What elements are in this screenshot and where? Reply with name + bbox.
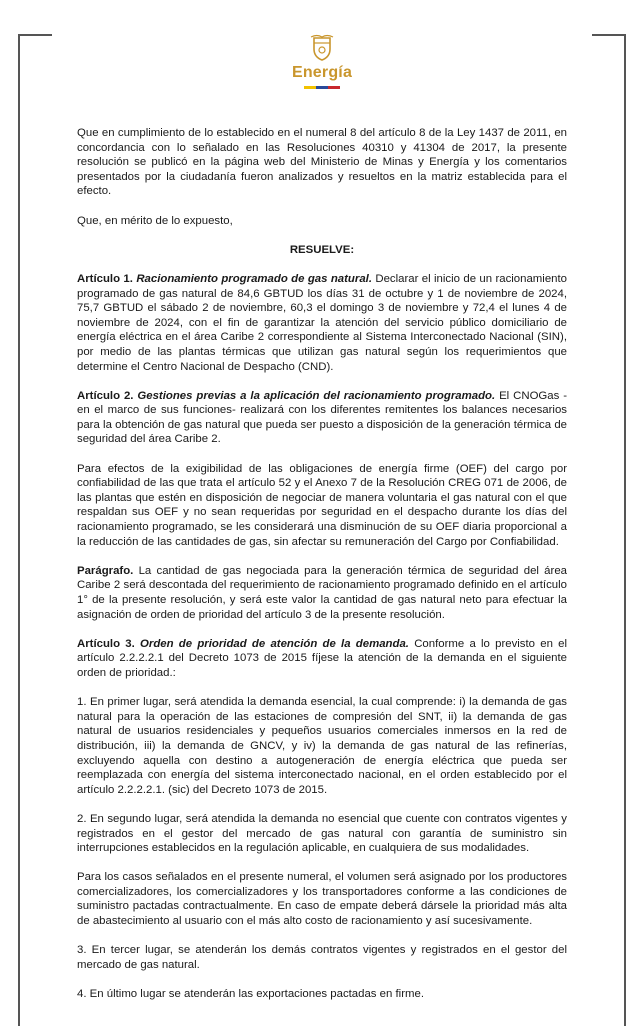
article-3-title: Orden de prioridad de atención de la demanda. [140, 637, 409, 650]
paragrafo-text: La cantidad de gas negociada para la generación térmica de seguridad del área Caribe 2 será descontada del requerimiento de racionamiento programado definido en el artículo 1° de la presente resolución, y será este valor la cantidad de gas natural neto para efectuar la asignación de orden de prioridad del artículo 3 de la presente resolución. [77, 564, 567, 621]
article-1 [77, 272, 567, 374]
paragrafo-label: Parágrafo. [77, 564, 134, 577]
priority-item-1: 1. En primer lugar, será atendida la demanda esencial, la cual comprende: i) la demanda de gas natural para la operación de las estaciones de compresión del SNT, ii) la demanda de gas natural de usuarios residenciales y pequeños usuarios comerciales inmersos en la red de distribución, iii) la demanda de GNCV, y iv) la demanda de gas natural de las refinerías, excluyendo aquella con destino a autogeneración de energía eléctrica que pueda ser reemplazada con energía del sistema interconectado nacional, en el orden establecido por el artículo 2.2.2.2.1. (sic) del Decreto 1073 de 2015. [77, 696, 567, 796]
resuelve-heading: RESUELVE: [289, 243, 355, 256]
priority-item-2: 2. En segundo lugar, será atendida la demanda no esencial que cuente con contratos vigentes y registrados en el gestor del mercado de gas natural con garantía de suministro sin interrupciones establecidos en la regulación aplicable, en cualquiera de sus modalidades. [77, 812, 567, 855]
paragraph-considerando: Que en cumplimiento de lo establecido en el numeral 8 del artículo 8 de la Ley 1437 de 2011, en concordancia con lo señalado en las Resoluciones 40310 y 41304 de 2017, la presente resolución se publicó en la página web del Ministerio de Minas y Energía y los comentarios presentados por la ciudadanía fueron analizados y resueltos en la matriz establecida para el efecto. [77, 127, 567, 198]
article-2 [77, 389, 567, 447]
page-corner-right [592, 34, 626, 1026]
article-2-title: Gestiones previas a la aplicación del racionamiento programado. [137, 389, 496, 402]
paragraph-oef: Para efectos de la exigibilidad de las obligaciones de energía firme (OEF) del cargo por confiabilidad de las que trata el artículo 52 y el Anexo 7 de la Resolución CREG 071 de 2006, de las plantas que estén en disposición de negociar de manera voluntaria el gas natural con el que respaldan sus OEF y no sean requeridas por seguridad en el despacho durante los días del racionamiento programado, se les considerará una disminución de su OEF diaria proporcional a la reducción de las cantidades de gas, sin afectar su remuneración del Cargo por Confiabilidad. [77, 462, 567, 548]
paragraph-merito: Que, en mérito de lo expuesto, [77, 214, 233, 227]
article-3 [77, 637, 567, 681]
colombia-flag-stripe [304, 86, 340, 89]
logo-text: Energía [291, 64, 353, 81]
article-2-text: El CNOGas -en el marco de sus funciones- realizará con los diferentes remitentes los balances necesarios para la obtención de gas natural que pueda ser puesto a disposición de la generación térmica de seguridad del área Caribe 2. [77, 389, 568, 446]
paragraph-casos: Para los casos señalados en el presente numeral, el volumen será asignado por los productores comercializadores, los comercializadores y los transportadores conforme a las condiciones de suministro pactadas contractualmente. En caso de empate deberá dársele la prioridad más alta de abastecimiento al usuario con el más alto costo de racionamiento y así sucesivamente. [77, 871, 567, 928]
paragrafo [77, 564, 567, 622]
header-logo [0, 34, 644, 89]
article-2-label: Artículo 2. [77, 389, 134, 402]
priority-item-3: 3. En tercer lugar, se atenderán los demás contratos vigentes y registrados en el gestor del mercado de gas natural. [77, 944, 567, 971]
article-1-title: Racionamiento programado de gas natural. [136, 272, 372, 285]
article-1-label: Artículo 1. [77, 272, 133, 285]
article-3-label: Artículo 3. [77, 637, 135, 650]
resolution-body [77, 126, 567, 1016]
article-1-text: Declarar el inicio de un racionamiento programado de gas natural de 84,6 GBTUD los días 31 de octubre y 1 de noviembre de 2024, 75,7 GBTUD el sábado 2 de noviembre, 60,3 el domingo 3 de noviembre y 72,4 el lunes 4 de noviembre de 2024, con el fin de garantizar la atención del servicio público domiciliario de energía eléctrica en el área Caribe 2 correspondiente al Sistema Interconectado Nacional (SIN), por medio de las plantas térmicas que utilizan gas natural según los requerimientos que determine el Centro Nacional de Despacho (CND). [77, 272, 567, 373]
page-corner-left [18, 34, 52, 1026]
priority-item-4: 4. En último lugar se atenderán las exportaciones pactadas en firme. [77, 988, 424, 1001]
coat-of-arms-icon [309, 34, 335, 62]
article-3-text: Conforme a lo previsto en el artículo 2.2.2.2.1 del Decreto 1073 de 2015 fíjese la atención de la demanda en el siguiente orden de prioridad.: [77, 637, 568, 679]
